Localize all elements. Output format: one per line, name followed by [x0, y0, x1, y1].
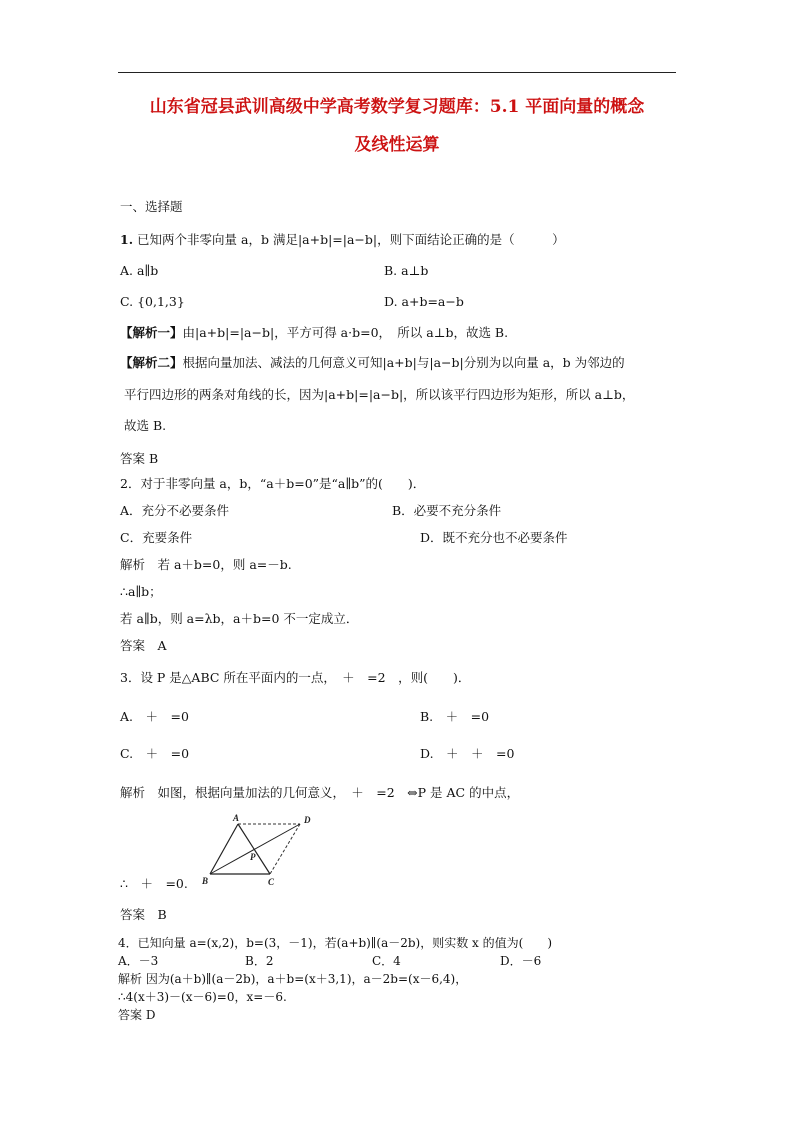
q1-analysis-1-text: 由|a+b|=|a−b|，平方可得 a·b=0， 所以 a⊥b，故选 B. — [182, 325, 509, 340]
q2-analysis-line-1: 解析 若 a＋b=0，则 a=－b. — [120, 557, 292, 572]
q2-option-a: A．充分不必要条件 — [120, 503, 230, 518]
header-rule — [118, 72, 676, 73]
q1-option-d: D. a+b=a−b — [384, 294, 464, 309]
q2-analysis-line-2: ∴a∥b； — [120, 584, 162, 599]
q4-option-c: C．4 — [372, 954, 401, 968]
section-heading: 一、选择题 — [120, 199, 183, 214]
q4-option-d: D．－6 — [500, 954, 542, 968]
q2-answer: 答案 A — [120, 638, 167, 653]
q1-analysis-1-tag: 【解析一】 — [120, 325, 183, 340]
q2-option-d: D．既不充分也不必要条件 — [420, 530, 568, 545]
q3-option-c: C. ＋ =0 — [120, 746, 190, 761]
q4-option-a: A．－3 — [118, 954, 159, 968]
label-b: B — [202, 876, 209, 886]
q2-option-c: C．充要条件 — [120, 530, 193, 545]
q1-analysis-2-line-3: 故选 B. — [124, 418, 167, 433]
q1-analysis-2-line-2: 平行四边形的两条对角线的长，因为|a+b|=|a−b|，所以该平行四边形为矩形，所以 a⊥b， — [124, 387, 635, 402]
q1-analysis-1 — [120, 325, 508, 341]
q1-option-a: A. a∥b — [120, 263, 159, 278]
q4-stem: 4．已知向量 a=(x,2)，b=(3，－1)，若(a+b)∥(a－2b)，则实数 x 的值为( ) — [118, 936, 552, 950]
q2-stem: 2．对于非零向量 a，b，“a＋b=0”是“a∥b”的( )． — [120, 476, 426, 491]
page-title-line-2: 及线性运算 — [354, 135, 440, 155]
q3-option-d: D. ＋ ＋ =0 — [420, 746, 515, 761]
q1-option-b: B. a⊥b — [384, 263, 429, 278]
q3-option-a: A. ＋ =0 — [120, 709, 189, 724]
q4-option-b: B．2 — [245, 954, 274, 968]
q2-analysis-line-3: 若 a∥b，则 a=λb，a＋b=0 不一定成立． — [120, 611, 359, 626]
q1-analysis-2 — [120, 355, 625, 371]
q4-analysis-line-1: 解析 因为(a＋b)∥(a－2b)，a＋b=(x＋3,1)，a－2b=(x－6,4)， — [118, 972, 468, 986]
q3-conclusion: ∴ ＋ =0. — [120, 876, 188, 891]
q4-analysis-line-2: ∴4(x＋3)－(x－6)=0，x=－6. — [118, 990, 287, 1004]
q3-answer: 答案 B — [120, 907, 167, 922]
q2-option-b: B．必要不充分条件 — [392, 503, 502, 518]
q1-option-c: C. {0,1,3} — [120, 294, 185, 309]
edge-dc — [270, 824, 300, 874]
page-title-line-1: 山东省冠县武训高级中学高考数学复习题库：5.1 平面向量的概念 — [149, 97, 645, 117]
label-a: A — [233, 813, 240, 823]
q1-stem — [120, 232, 565, 248]
label-p: P — [250, 852, 256, 862]
q3-stem: 3．设 P 是△ABC 所在平面内的一点， ＋ =2 ，则( )． — [120, 670, 471, 685]
q3-option-b: B. ＋ =0 — [420, 709, 490, 724]
q1-stem-text: 已知两个非零向量 a，b 满足|a+b|=|a−b|，则下面结论正确的是（ ） — [137, 232, 565, 247]
label-c: C — [268, 877, 275, 887]
q1-analysis-2-tag: 【解析二】 — [120, 355, 183, 370]
q1-analysis-2-line-1: 根据向量加法、减法的几何意义可知|a+b|与|a−b|分别为以向量 a，b 为邻边的 — [182, 355, 625, 370]
q3-analysis: 解析 如图，根据向量加法的几何意义， ＋ =2 ⇔P 是 AC 的中点， — [120, 785, 520, 800]
q1-number: 1. — [120, 232, 134, 247]
label-d: D — [304, 815, 311, 825]
parallelogram-figure — [200, 810, 330, 888]
q1-answer: 答案 B — [120, 451, 159, 466]
q4-answer: 答案 D — [118, 1008, 156, 1022]
